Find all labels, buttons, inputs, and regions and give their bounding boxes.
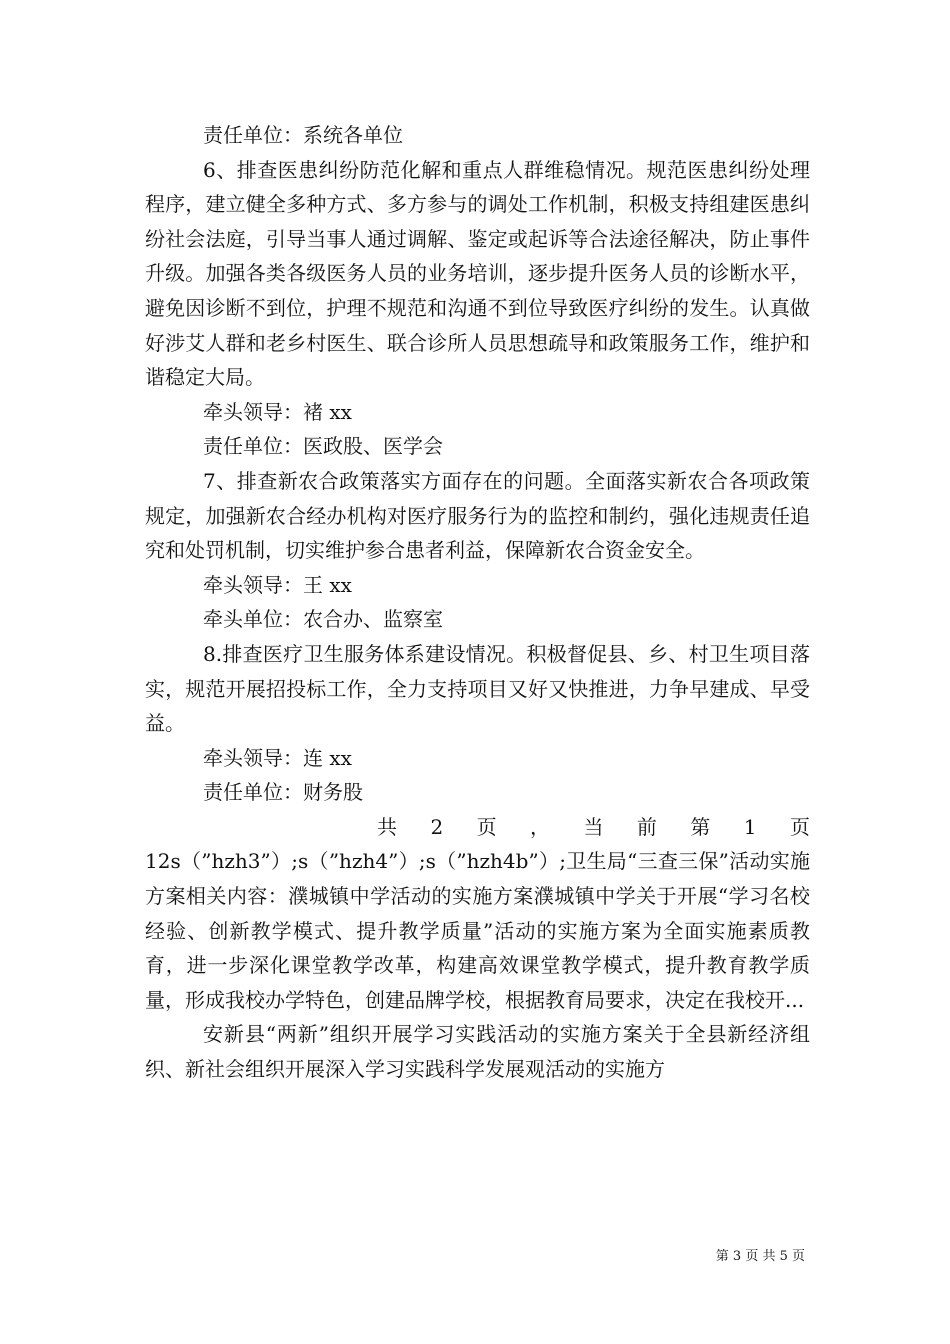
paragraph-item-7: 7、排查新农合政策落实方面存在的问题。全面落实新农合各项政策规定，加强新农合经办机构对医疗服务行为的监控和制约，强化违规责任追究和处罚机制，切实维护参合患者利益，保障新农合资金安全。 (145, 468, 810, 563)
document-body (145, 118, 810, 1087)
related-paragraph: 安新县“两新”组织开展学习实践活动的实施方案关于全县新经济组织、新社会组织开展深入学习实践科学发展观活动的实施方 (145, 1022, 810, 1082)
pager-token: 页 (789, 814, 810, 839)
lead-leader-line: 牵头领导：褚 xx (203, 399, 352, 424)
lead-unit-line: 牵头单位：农合办、监察室 (203, 607, 443, 632)
responsible-unit-line: 责任单位：财务股 (203, 780, 363, 805)
paragraph-item-6: 6、排查医患纠纷防范化解和重点人群维稳情况。规范医患纠纷处理程序，建立健全多种方式、多方参与的调处工作机制，积极支持组建医患纠纷社会法庭，引导当事人通过调解、鉴定或起诉等合法途径解决，防止事件升级。加强各类各级医务人员的业务培训，逐步提升医务人员的诊断水平，避免因诊断不到位，护理不规范和沟通不到位导致医疗纠纷的发生。认真做好涉艾人群和老乡村医生、联合诊所人员思想疏导和政策服务工作，维护和谐稳定大局。 (145, 157, 810, 390)
lead-leader-line: 牵头领导：连 xx (203, 745, 352, 770)
lead-leader-line: 牵头领导：王 xx (203, 572, 352, 597)
inline-pager (145, 810, 810, 845)
pager-token: ， (530, 814, 551, 839)
pager-token: 共 (377, 814, 397, 839)
pager-token: 前 (636, 814, 657, 839)
pager-token: 当 (583, 814, 604, 839)
responsible-unit-line: 责任单位：系统各单位 (203, 123, 403, 147)
pager-token: 2 (430, 814, 444, 839)
pager-token: 第 (690, 814, 711, 839)
responsible-unit-line: 责任单位：医政股、医学会 (203, 434, 443, 459)
page-footer: 第 3 页 共 5 页 (715, 1249, 805, 1264)
continuation-paragraph: 12s（”hzh3”）;s（”hzh4”）;s（”hzh4b”）;卫生局“三查三保”活动实施方案相关内容：濮城镇中学活动的实施方案濮城镇中学关于开展“学习名校经验、创新教学模式、提升教学质量”活动的实施方案为全面实施素质教育，进一步深化课堂教学改革，构建高效课堂教学模式，提升教育教学质量，形成我校办学特色，创建品牌学校，根据教育局要求，决定在我校开... (145, 849, 810, 1012)
pager-token: 页 (476, 814, 497, 839)
pager-token: 1 (743, 814, 757, 839)
paragraph-item-8: 8.排查医疗卫生服务体系建设情况。积极督促县、乡、村卫生项目落实，规范开展招投标工作，全力支持项目又好又快推进，力争早建成、早受益。 (145, 641, 810, 736)
